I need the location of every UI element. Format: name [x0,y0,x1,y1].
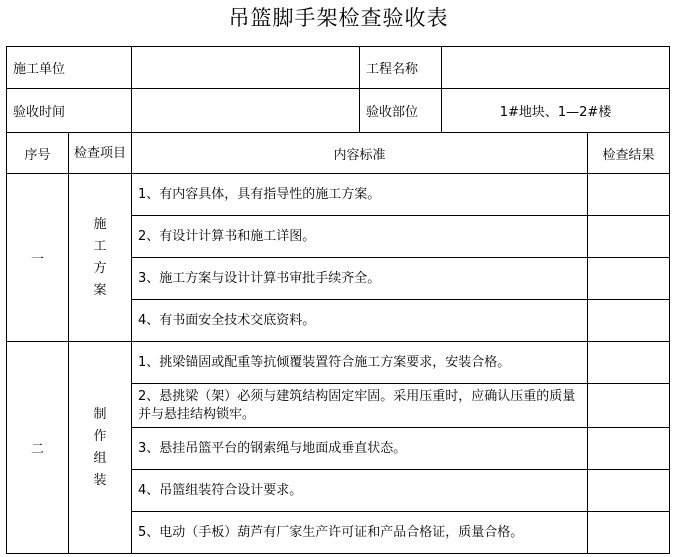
project-label: 工程名称 [360,47,442,89]
standard-text: 5、电动（手板）葫芦有厂家生产许可证和产品合格证，质量合格。 [132,512,588,554]
form-title: 吊篮脚手架检查验收表 [228,6,449,30]
section-item: 制 作 组 装 [69,342,132,554]
part-label: 验收部位 [360,89,442,133]
standard-text: 4、吊篮组装符合设计要求。 [132,470,588,512]
unit-value-cell[interactable] [132,47,360,89]
standard-text: 1、有内容具体，具有指导性的施工方案。 [132,174,588,216]
result-cell[interactable] [588,512,670,554]
result-cell[interactable] [588,300,670,342]
header-row-unit [7,47,670,89]
result-cell[interactable] [588,384,670,428]
section-no: 二 [7,342,69,554]
header-row-time [7,89,670,133]
result-cell[interactable] [588,174,670,216]
standard-text: 1、挑梁锚固或配重等抗倾覆装置符合施工方案要求，安装合格。 [132,342,588,384]
col-result-header: 检查结果 [588,133,670,174]
standard-text: 4、有书面安全技术交底资料。 [132,300,588,342]
result-cell[interactable] [588,428,670,470]
col-item-header: 检查项目 [69,133,132,174]
table-row [7,342,670,384]
unit-label: 施工单位 [7,47,132,89]
inspection-table [6,46,670,554]
result-cell[interactable] [588,216,670,258]
result-cell[interactable] [588,470,670,512]
standard-text: 2、有设计计算书和施工详图。 [132,216,588,258]
standard-text: 3、施工方案与设计计算书审批手续齐全。 [132,258,588,300]
section-item: 施 工 方 案 [69,174,132,342]
standard-text: 2、悬挑梁（架）必须与建筑结构固定牢固。采用压重时，应确认压重的质量并与悬挂结构锁牢。 [132,384,588,428]
result-cell[interactable] [588,342,670,384]
table-row [7,174,670,216]
part-value[interactable]: 1#地块、1—2#楼 [442,89,670,133]
time-label: 验收时间 [7,89,132,133]
column-header-row [7,133,670,174]
col-standard-header: 内容标准 [132,133,588,174]
result-cell[interactable] [588,258,670,300]
project-value-cell[interactable] [442,47,670,89]
section-no: 一 [7,174,69,342]
col-no-header: 序号 [7,133,69,174]
time-value-cell[interactable] [132,89,360,133]
standard-text: 3、悬挂吊篮平台的钢索绳与地面成垂直状态。 [132,428,588,470]
